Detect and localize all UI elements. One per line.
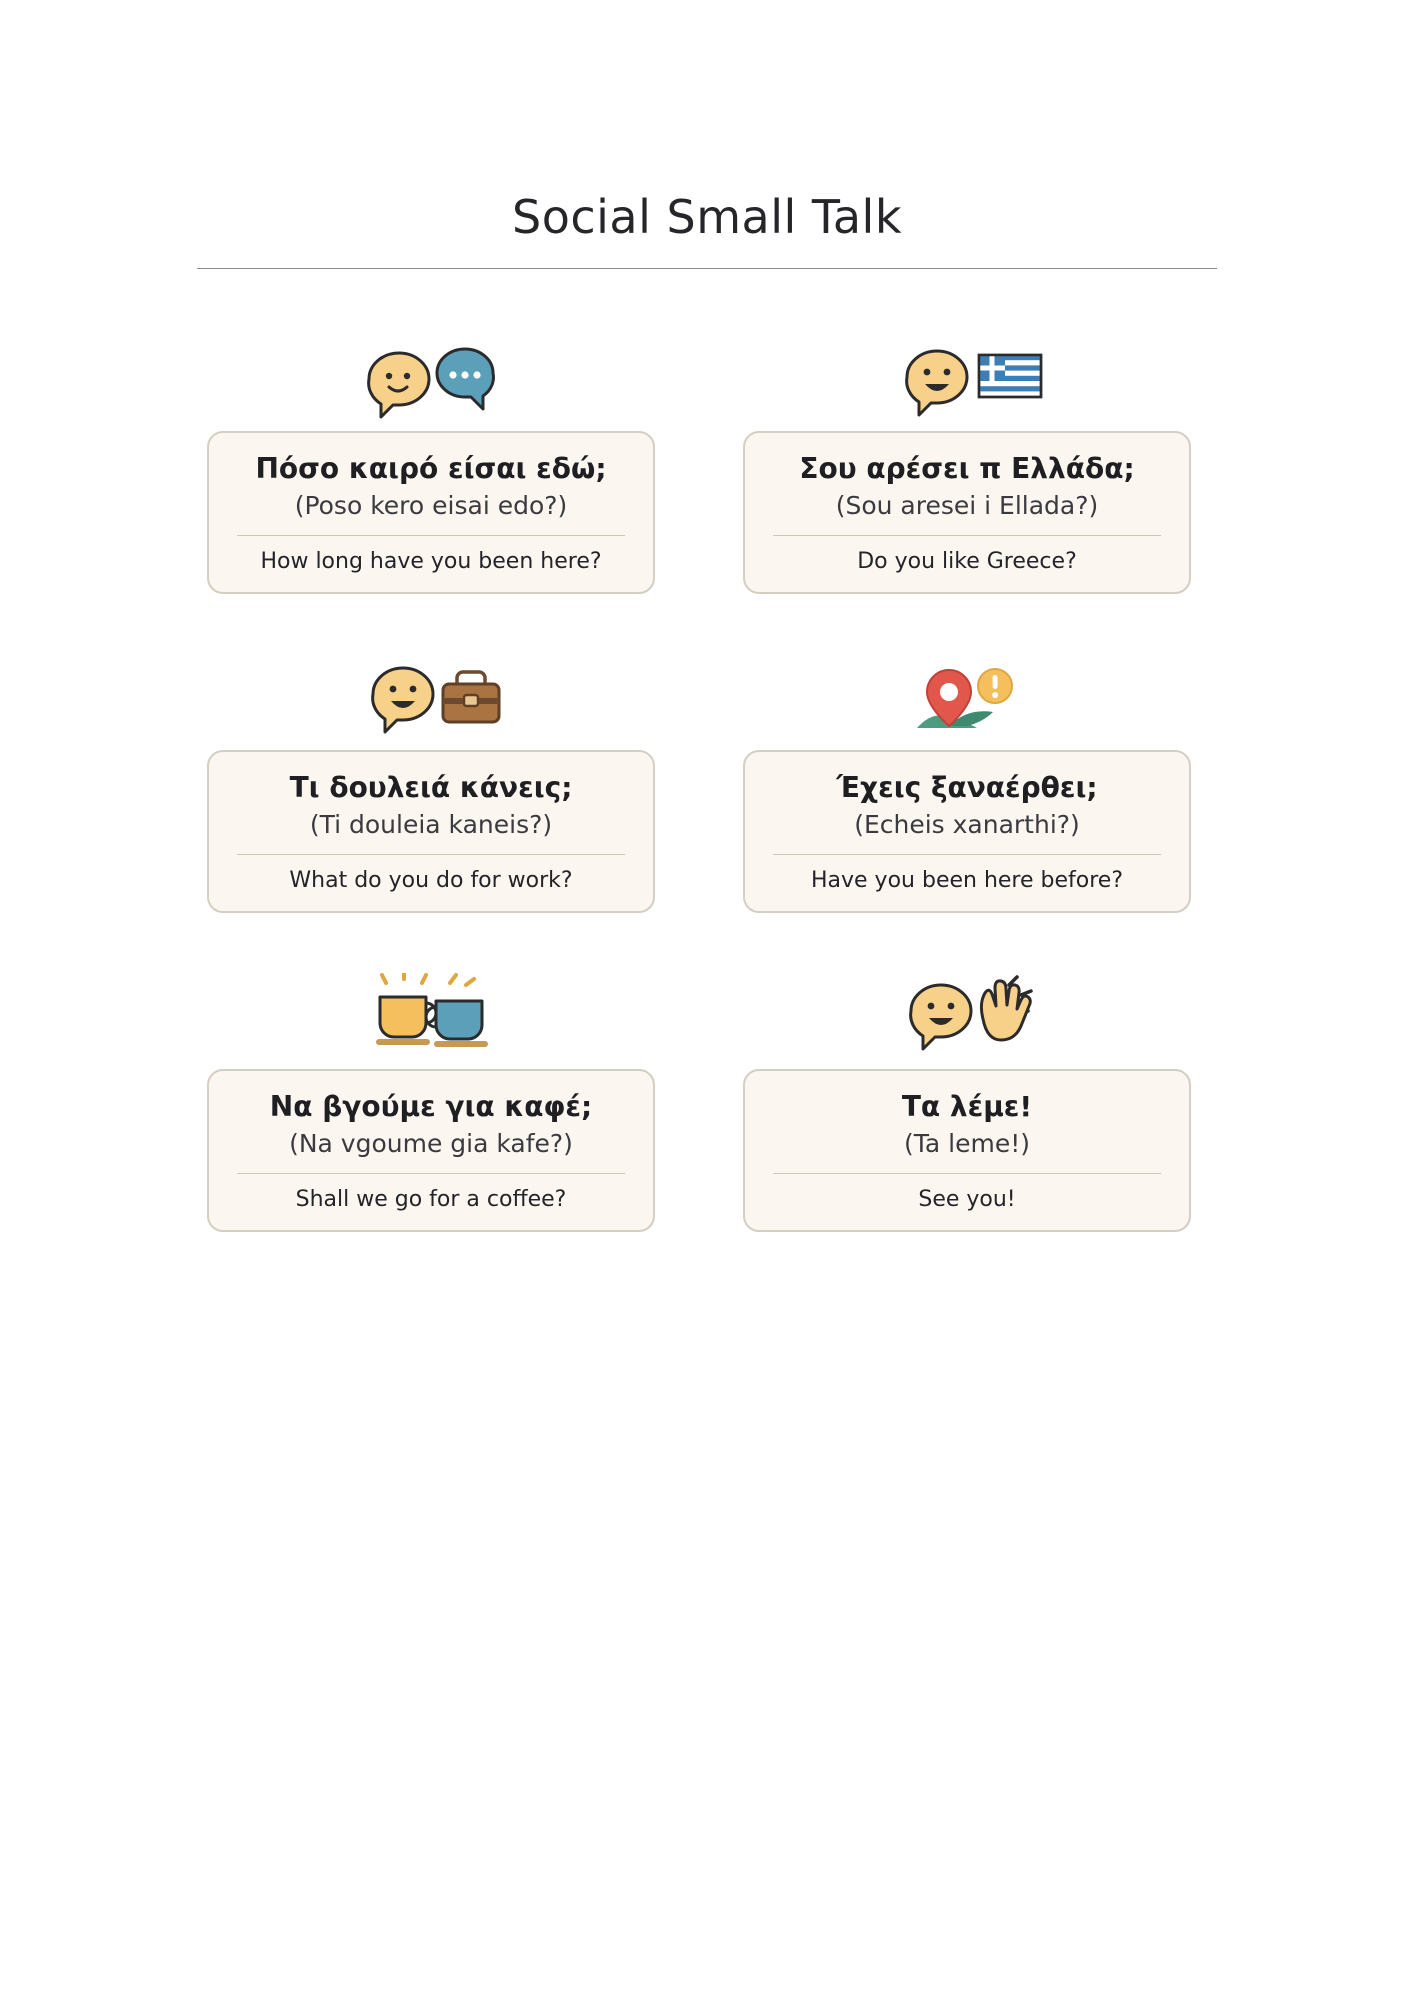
coffee-cups-cheers-icon xyxy=(346,969,516,1061)
transliteration: (Echeis xanarthi?) xyxy=(854,810,1080,840)
english-translation: How long have you been here? xyxy=(260,548,602,574)
phrase-card-cell xyxy=(207,650,655,913)
transliteration: (Na vgoume gia kafe?) xyxy=(289,1129,573,1159)
english-translation: What do you do for work? xyxy=(289,867,573,893)
english-translation: Have you been here before? xyxy=(810,867,1123,893)
title-divider xyxy=(197,268,1217,269)
greek-phrase: Να βγούμε για καφέ; xyxy=(269,1090,593,1124)
card-divider xyxy=(773,535,1161,536)
phrase-card-cell xyxy=(743,331,1191,594)
english-translation: Do you like Greece? xyxy=(857,548,1077,574)
phrase-card xyxy=(207,750,655,913)
phrase-card xyxy=(743,1069,1191,1232)
greek-phrase: Έχεις ξαναέρθει; xyxy=(836,771,1098,805)
card-divider xyxy=(773,1173,1161,1174)
speech-bubbles-icon xyxy=(351,331,511,423)
phrase-card-cell xyxy=(207,969,655,1232)
phrase-card-cell xyxy=(207,331,655,594)
page-title: Social Small Talk xyxy=(512,190,902,244)
english-translation: Shall we go for a coffee? xyxy=(295,1186,567,1212)
english-translation: See you! xyxy=(918,1186,1016,1212)
smiley-greek-flag-icon xyxy=(887,331,1047,423)
smiley-waving-hand-icon xyxy=(887,969,1047,1061)
phrase-card xyxy=(207,431,655,594)
greek-phrase: Τι δουλειά κάνεις; xyxy=(289,771,573,805)
card-divider xyxy=(237,1173,625,1174)
phrase-card-cell xyxy=(743,650,1191,913)
greek-phrase: Πόσο καιρό είσαι εδώ; xyxy=(255,452,607,485)
card-divider xyxy=(773,854,1161,855)
greek-phrase: Σου αρέσει π Ελλάδα; xyxy=(799,452,1135,485)
map-pin-info-icon xyxy=(887,650,1047,742)
transliteration: (Ti douleia kaneis?) xyxy=(309,810,553,840)
phrase-card xyxy=(743,750,1191,913)
phrase-card-grid xyxy=(207,331,1207,1232)
card-divider xyxy=(237,535,625,536)
greek-phrase: Τα λέμε! xyxy=(901,1090,1033,1124)
transliteration: (Sou aresei i Ellada?) xyxy=(835,491,1099,520)
phrase-card xyxy=(207,1069,655,1232)
transliteration: (Poso kero eisai edo?) xyxy=(294,491,568,520)
smiley-briefcase-icon xyxy=(351,650,511,742)
phrase-card-cell xyxy=(743,969,1191,1232)
transliteration: (Ta leme!) xyxy=(904,1129,1030,1159)
card-divider xyxy=(237,854,625,855)
phrase-card xyxy=(743,431,1191,594)
